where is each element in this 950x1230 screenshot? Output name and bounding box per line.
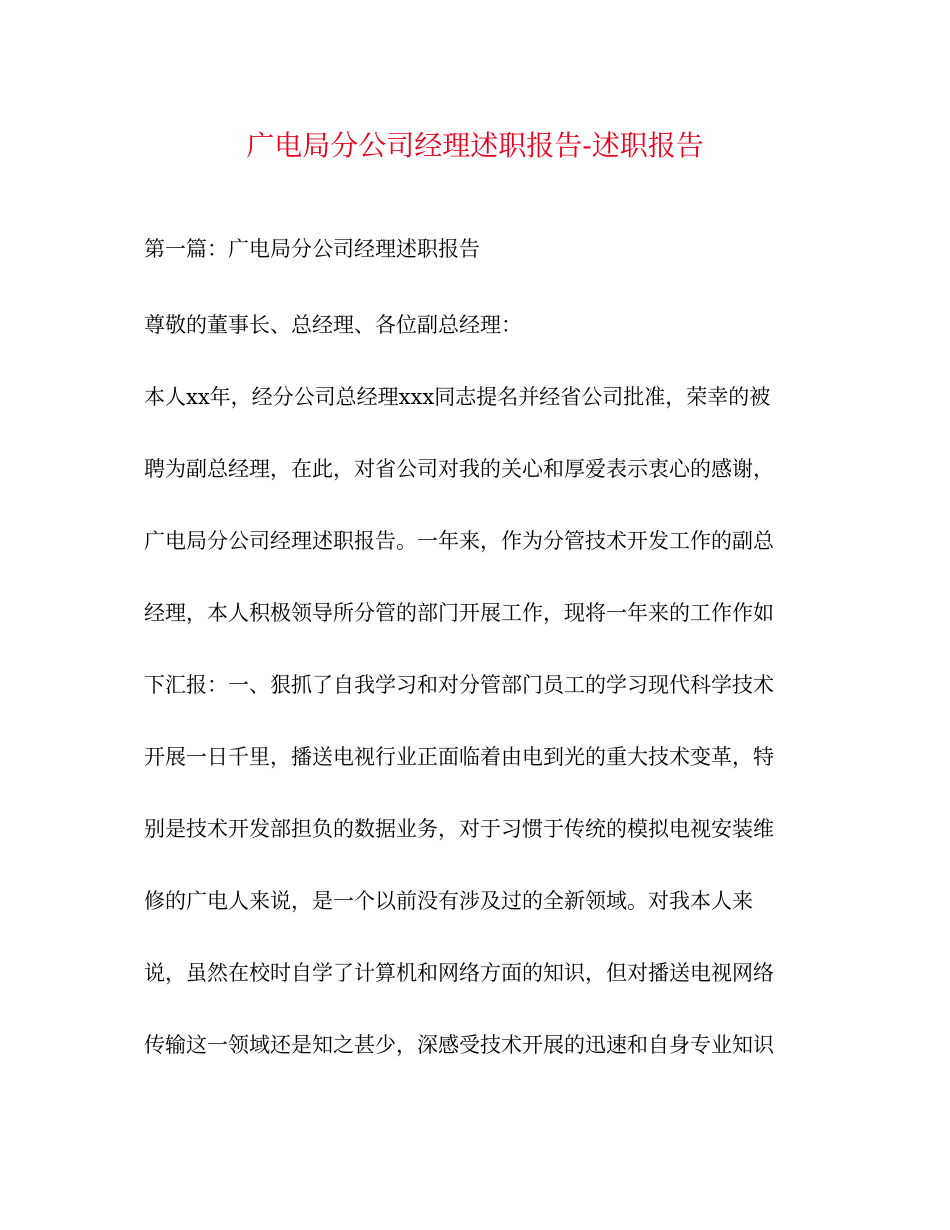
body-line: 经理，本人积极领导所分管的部门开展工作，现将一年来的工作作如	[144, 601, 774, 625]
body-line: 传输这一领域还是知之甚少，深感受技术开展的迅速和自身专业知识	[144, 1033, 774, 1057]
body-line: 广电局分公司经理述职报告。一年来，作为分管技术开发工作的副总	[144, 529, 774, 553]
section-heading: 第一篇：广电局分公司经理述职报告	[144, 237, 480, 261]
body-line: 聘为副总经理，在此，对省公司对我的关心和厚爱表示衷心的感谢，	[144, 457, 774, 481]
document-title: 广电局分公司经理述职报告-述职报告	[246, 129, 704, 162]
body-line: 修的广电人来说，是一个以前没有涉及过的全新领域。对我本人来	[144, 889, 753, 913]
body-line: 开展一日千里，播送电视行业正面临着由电到光的重大技术变革，特	[144, 745, 774, 769]
body-line: 下汇报：一、狠抓了自我学习和对分管部门员工的学习现代科学技术	[144, 673, 774, 697]
body-line: 别是技术开发部担负的数据业务，对于习惯于传统的模拟电视安装维	[144, 817, 774, 841]
body-line: 说，虽然在校时自学了计算机和网络方面的知识，但对播送电视网络	[144, 961, 774, 985]
salutation: 尊敬的董事长、总经理、各位副总经理：	[144, 313, 522, 337]
body-line: 本人xx年，经分公司总经理xxx同志提名并经省公司批准，荣幸的被	[144, 385, 771, 409]
